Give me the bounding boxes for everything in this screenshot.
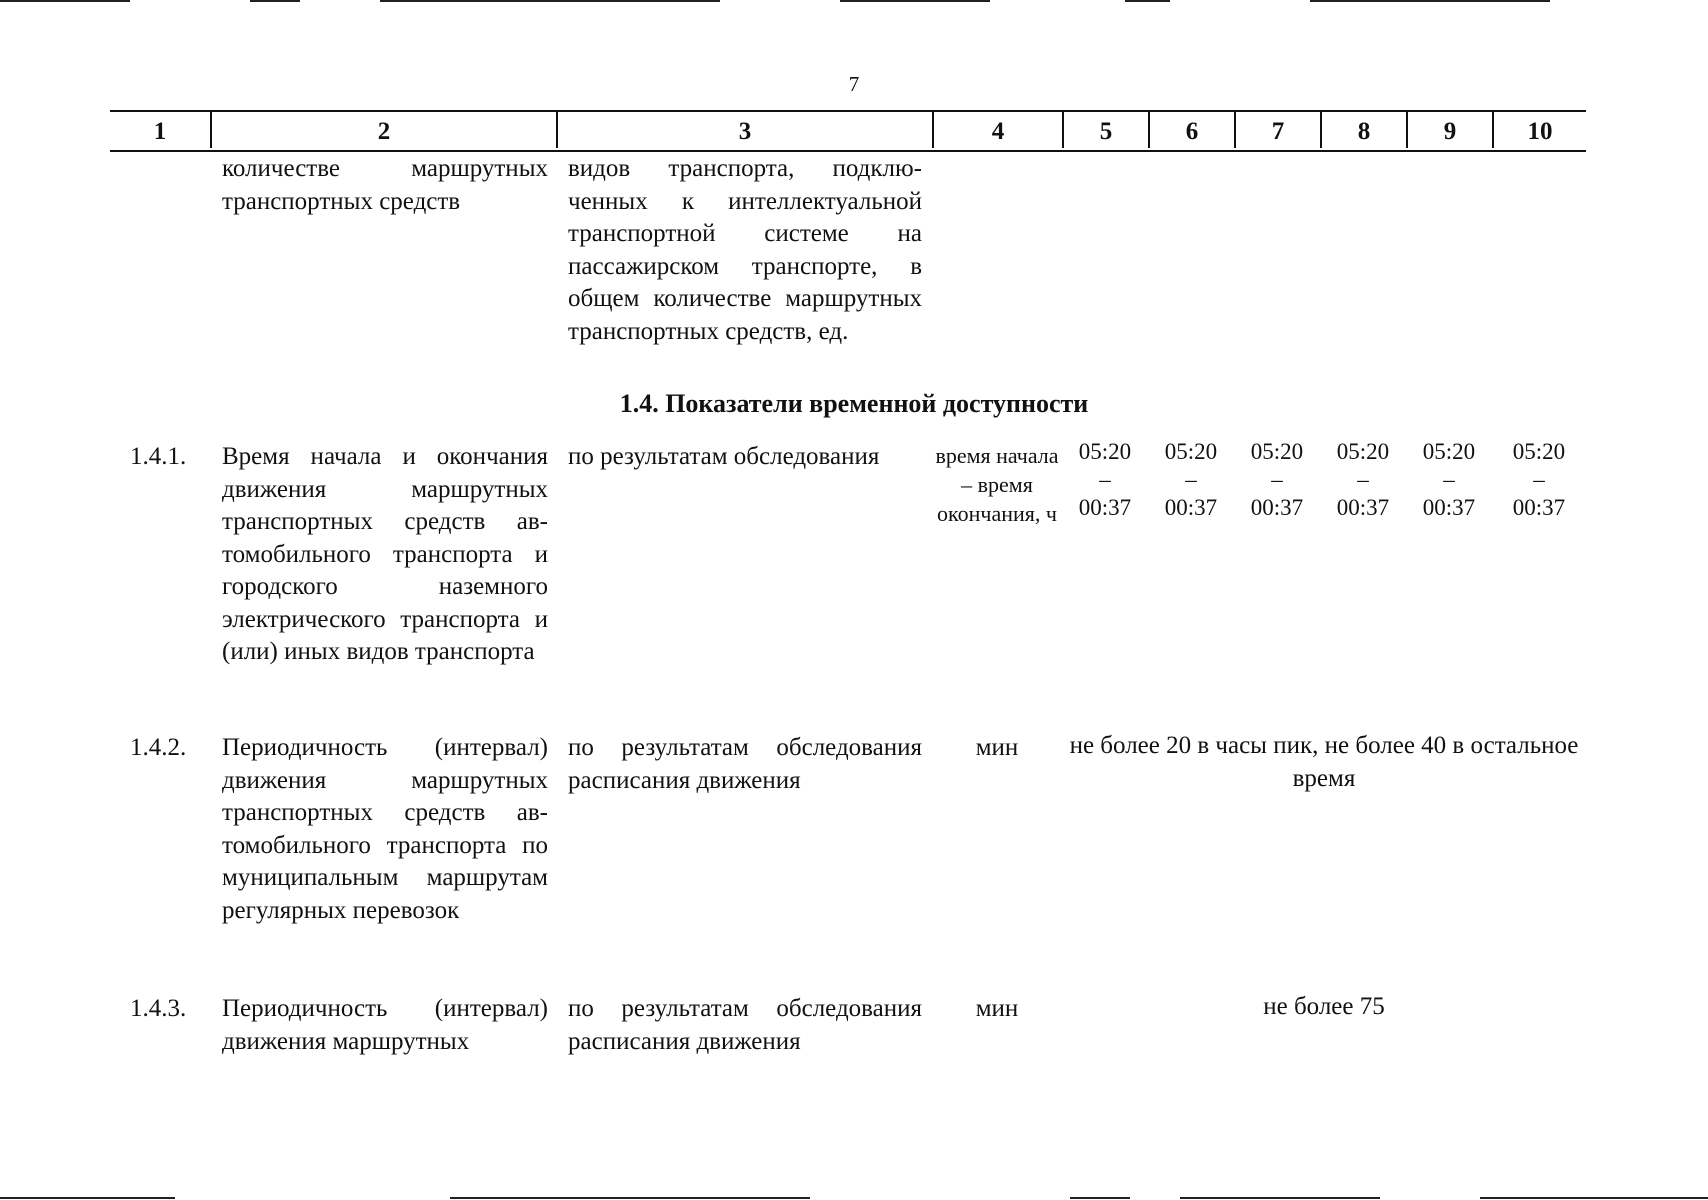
value-end-time: 00:37 <box>1250 495 1304 520</box>
value-start-time: 05:20 <box>1250 439 1304 464</box>
value-dash: – <box>1443 467 1455 492</box>
column-header-7: 7 <box>1234 112 1320 148</box>
section-title: 1.4. Показатели временной доступности <box>619 389 1089 418</box>
value-dash: – <box>1357 467 1369 492</box>
row-number-1-4-3: 1.4.3. <box>130 995 187 1022</box>
value-start-time: 05:20 <box>1422 439 1476 464</box>
table-header-row <box>110 110 1586 152</box>
column-header-9: 9 <box>1406 112 1492 148</box>
value-dash: – <box>1271 467 1283 492</box>
row-method-1-4-3: по результатам обследования расписания движения <box>568 995 922 1055</box>
value-start-time: 05:20 <box>1512 439 1566 464</box>
value-dash: – <box>1099 467 1111 492</box>
page-number: 7 <box>848 72 860 96</box>
value-end-time: 00:37 <box>1512 495 1566 520</box>
row-unit-1-4-1: время начала – время окончания, ч <box>935 443 1059 526</box>
merged-value-cell-1-4-3: не более 75 <box>1263 993 1385 1020</box>
column-header-3: 3 <box>556 112 932 148</box>
row-number-1-4-2: 1.4.2. <box>130 734 187 761</box>
column-header-1: 1 <box>153 118 167 145</box>
value-end-time: 00:37 <box>1164 495 1218 520</box>
row-number-1-4-1: 1.4.1. <box>130 443 187 470</box>
value-cell-col9 <box>1406 438 1492 522</box>
value-cell-col5 <box>1062 438 1148 522</box>
row-name-1-4-1: Время начала и окончания движения маршрутных транспортных средств автомобильного транспорта и городского наземного электрического транспорта и (или) иных видов транспорта <box>222 443 548 665</box>
value-end-time: 00:37 <box>1336 495 1390 520</box>
value-end-time: 00:37 <box>1078 495 1132 520</box>
column-header-2: 2 <box>210 112 556 148</box>
value-dash: – <box>1185 467 1197 492</box>
column-header-5: 5 <box>1062 112 1148 148</box>
column-header-4: 4 <box>932 112 1062 148</box>
column-header-6: 6 <box>1148 112 1234 148</box>
row-name-1-4-3: Периодичность (интервал) движения маршрутных <box>222 995 548 1055</box>
row-unit-1-4-2: мин <box>975 734 1019 761</box>
value-cell-col6 <box>1148 438 1234 522</box>
carryover-name-cell: количестве маршрутных транспортных средств <box>222 155 548 215</box>
row-name-1-4-2: Периодичность (интервал) движения маршрутных транспортных средств автомобильного транспорта по муниципальным маршрутам регулярных перевозок <box>222 734 548 924</box>
value-start-time: 05:20 <box>1078 439 1132 464</box>
value-end-time: 00:37 <box>1422 495 1476 520</box>
column-header-10: 10 <box>1492 112 1586 148</box>
row-method-1-4-2: по результатам обследования расписания движения <box>568 734 922 794</box>
merged-value-cell-1-4-2: не более 20 в часы пик, не более 40 в остальное время <box>1069 732 1579 792</box>
column-header-8: 8 <box>1320 112 1406 148</box>
row-unit-1-4-3: мин <box>975 995 1019 1022</box>
carryover-method-cell: видов транспорта, подключенных к интеллектуальной транспортной системе на пассажирском транспорте, в общем количестве маршрутных транспортных средств, ед. <box>568 155 922 345</box>
value-start-time: 05:20 <box>1164 439 1218 464</box>
value-cell-col10 <box>1492 438 1586 522</box>
value-dash: – <box>1533 467 1545 492</box>
row-method-1-4-1: по результатам обследования <box>568 443 880 470</box>
value-cell-col7 <box>1234 438 1320 522</box>
value-start-time: 05:20 <box>1336 439 1390 464</box>
value-cell-col8 <box>1320 438 1406 522</box>
